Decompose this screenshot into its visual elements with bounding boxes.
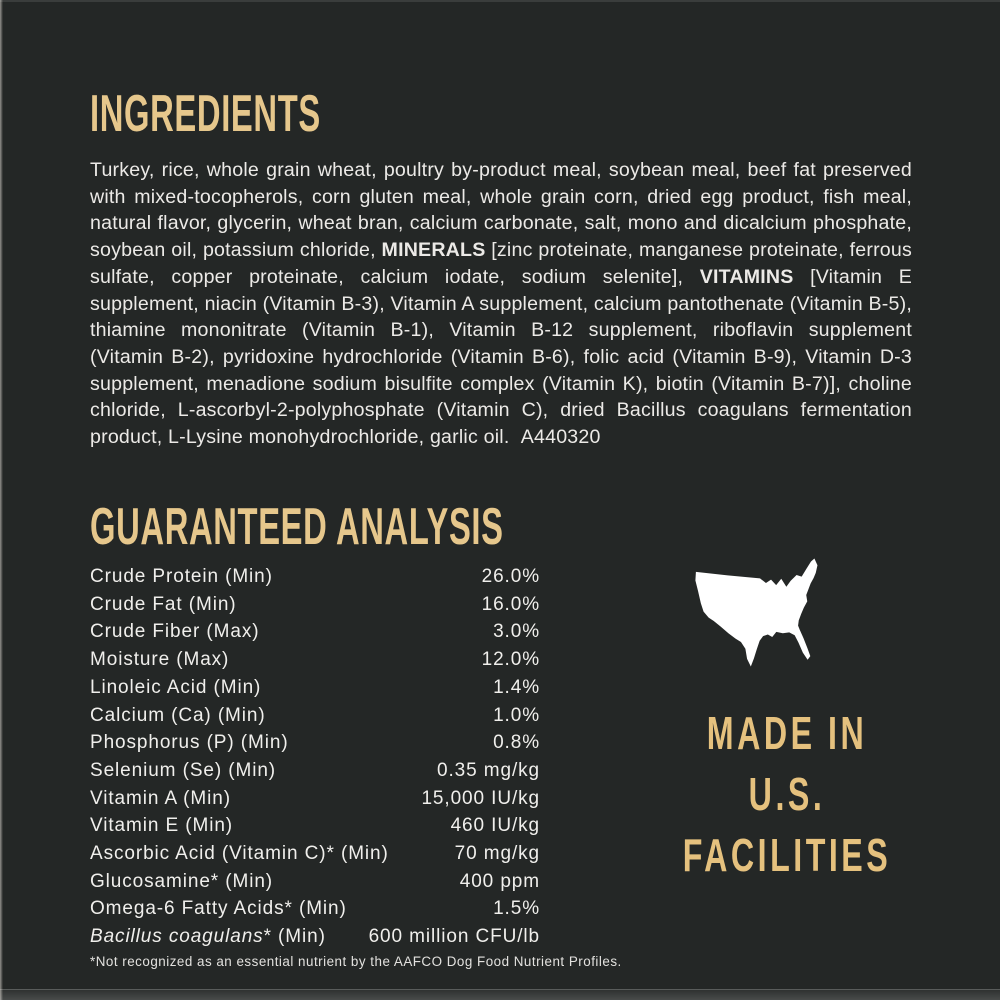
analysis-row [90,895,540,923]
analysis-row [90,785,540,813]
ingredients-text-segment: [zinc proteinate, manganese proteinate, ferrous sulfate, copper proteinate, calcium iodate, sodium selenite], [90,239,912,288]
nutrient-value: 70 mg/kg [454,843,540,865]
nutrient-label: Linoleic Acid (Min) [90,676,262,698]
nutrient-label: Glucosamine* (Min) [90,870,274,892]
nutrient-label: Selenium (Se) (Min) [90,759,277,781]
analysis-row [90,868,540,896]
nutrient-value: 16.0% [481,593,540,615]
nutrient-label: Phosphorus (P) (Min) [90,732,289,754]
nutrient-label: Calcium (Ca) (Min) [90,704,266,726]
analysis-row [90,563,540,591]
ingredient-group-label: MINERALS [381,239,486,262]
analysis-row [90,812,540,840]
label-left-edge-highlight [0,0,3,1000]
analysis-row [90,674,540,702]
label-bottom-edge-strip [0,989,1000,1000]
ingredients-text-segment: Turkey, rice, whole grain wheat, poultry by-product meal, soybean meal, beef fat preserved with mixed-tocopherols, corn gluten meal, whole grain corn, dried egg product, fish meal, natural flavor, glycerin, wheat bran, calcium carbonate, salt, mono and dicalcium phosphate, soybean oil, potassium chloride, [90,159,912,262]
nutrient-value: 600 million CFU/lb [368,926,540,948]
nutrient-value: 460 IU/kg [450,815,540,837]
nutrient-value: 1.0% [493,704,540,726]
nutrient-label: Omega-6 Fatty Acids* (Min) [90,898,347,920]
nutrient-value: 400 ppm [459,870,540,892]
label-top-edge-highlight [0,0,1000,2]
nutrient-value: 26.0% [481,566,540,587]
nutrient-label: Crude Fat (Min) [90,593,237,615]
nutrient-value: 12.0% [481,649,540,671]
aafco-footnote: *Not recognized as an essential nutrient by the AAFCO Dog Food Nutrient Profiles. [90,954,622,969]
nutrient-value: 15,000 IU/kg [421,787,540,809]
guaranteed-analysis-table [90,563,540,951]
nutrient-label: Crude Fiber (Max) [90,621,260,643]
nutrient-label: Ascorbic Acid (Vitamin C)* (Min) [90,843,389,865]
guaranteed-analysis-heading: GUARANTEED ANALYSIS [90,498,504,556]
nutrient-value: 0.35 mg/kg [437,759,540,781]
usa-map-icon [692,556,862,672]
made-in-line-2: U.S. [748,768,826,820]
nutrient-label: Crude Protein (Min) [90,566,273,587]
nutrient-value: 3.0% [493,621,540,643]
analysis-row [90,702,540,730]
analysis-row [90,591,540,619]
ingredient-group-label: VITAMINS [699,265,794,288]
nutrient-label: Vitamin E (Min) [90,815,234,837]
made-in-us-facilities-text [675,703,899,886]
nutrient-label: Vitamin A (Min) [90,787,231,809]
analysis-row [90,646,540,674]
nutrient-value: 1.5% [493,898,540,920]
made-in-line-3: FACILITIES [682,829,892,881]
analysis-row [90,840,540,868]
ingredients-text-segment: [Vitamin E supplement, niacin (Vitamin B-3), Vitamin A supplement, calcium pantothenate (Vitamin B-5), thiamine mononitrate (Vitamin B-1), Vitamin B-12 supplement, riboflavin supplement (Vitamin B-2), pyridoxine hydrochloride (Vitamin B-6), folic acid (Vitamin B-9), Vitamin D-3 supplement, menadione sodium bisulfite complex (Vitamin K), biotin (Vitamin B-7)], choline chloride, L-ascorbyl-2-polyphosphate (Vitamin C), dried Bacillus coagulans fermentation product, L-Lysine monohydrochloride, garlic oil. A440320 [90,265,912,449]
analysis-row [90,618,540,646]
ingredients-heading: INGREDIENTS [90,85,321,143]
analysis-row [90,729,540,757]
nutrient-value: 0.8% [493,732,540,754]
nutrient-label: Moisture (Max) [90,649,230,671]
nutrient-label: Bacillus coagulans* (Min) [90,926,326,948]
analysis-row [90,757,540,785]
made-in-line-1: MADE IN [706,707,868,759]
ingredients-text [90,157,912,451]
nutrient-value: 1.4% [493,676,540,698]
analysis-row [90,923,540,951]
